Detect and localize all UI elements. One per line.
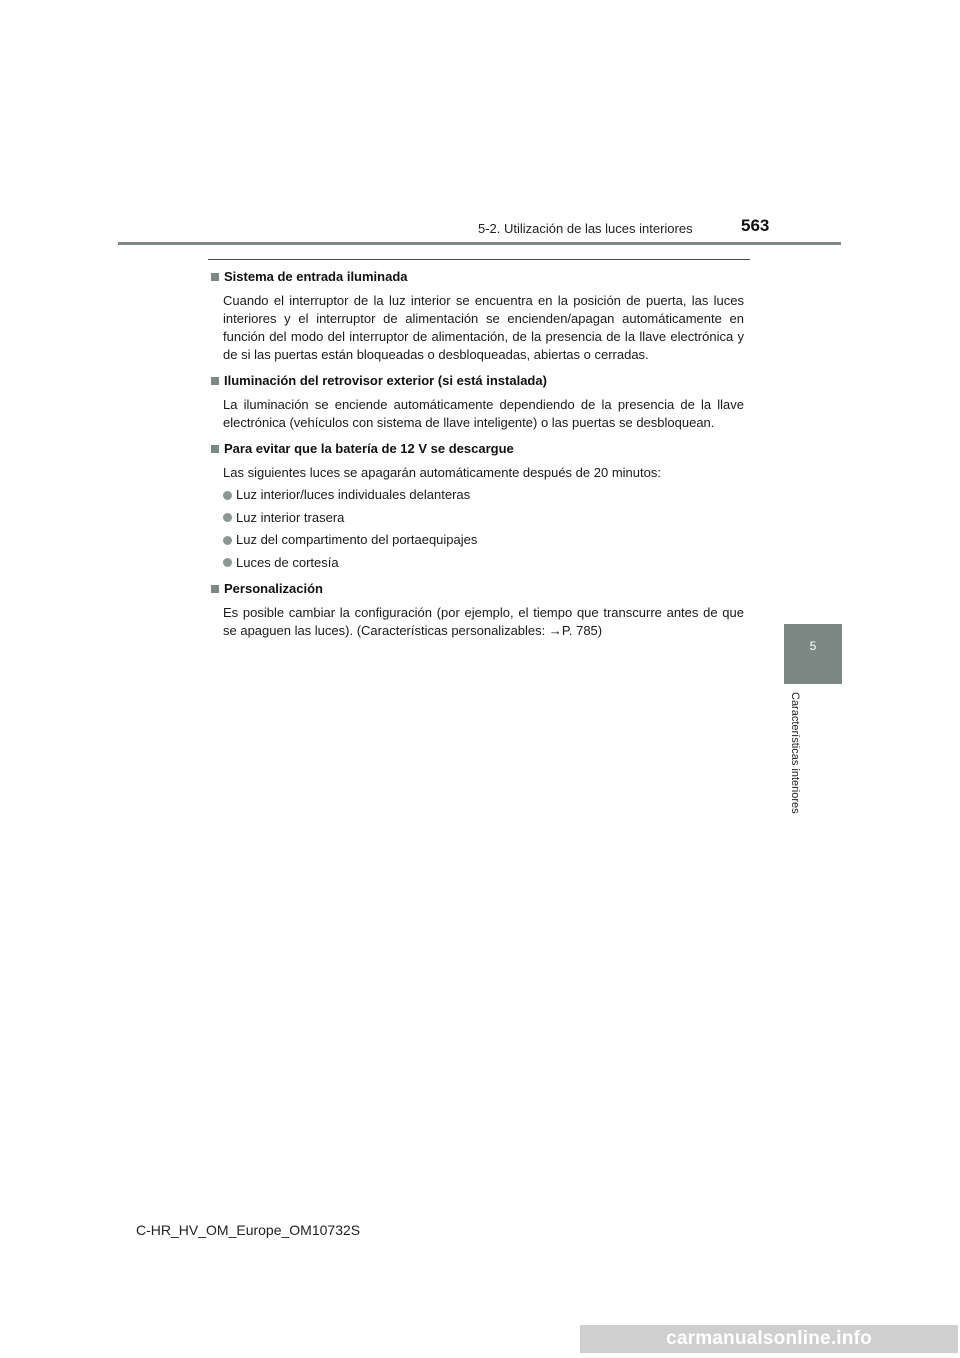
section-text: Es posible cambiar la configuración (por ejemplo, el tiempo que transcurre antes de que se apaguen las luces). (Características personalizables: →P. 785) — [223, 604, 744, 638]
content-rule — [208, 259, 750, 260]
section-title: Sistema de entrada iluminada — [224, 269, 408, 284]
header-rule — [118, 242, 841, 245]
round-bullet-icon — [223, 536, 232, 545]
section-title: Iluminación del retrovisor exterior (si está instalada) — [224, 373, 547, 388]
chapter-tab — [784, 624, 842, 684]
section-title: Personalización — [224, 580, 323, 596]
document-id: C-HR_HV_OM_Europe_OM10732S — [136, 1222, 361, 1238]
section-text: Las siguientes luces se apagarán automáticamente después de 20 minutos: — [223, 465, 661, 480]
section-mirror-illumination — [211, 372, 744, 432]
section-customization — [211, 580, 744, 640]
chapter-title: Características interiores — [789, 692, 801, 814]
watermark: carmanualsonline.info — [580, 1325, 958, 1353]
section-text: La iluminación se enciende automáticamente dependiendo de la presencia de la llave electrónica (vehículos con sistema de llave inteligente) o las puertas se desbloquean. — [223, 397, 744, 430]
square-bullet-icon — [211, 273, 219, 281]
section-title: Para evitar que la batería de 12 V se descargue — [224, 441, 514, 456]
list-item: Luz interior trasera — [223, 509, 744, 527]
section-illuminated-entry — [211, 268, 744, 364]
page-content — [211, 268, 744, 648]
section-text: Cuando el interruptor de la luz interior se encuentra en la posición de puerta, las luces interiores y el interruptor de alimentación se encienden/apagan automáticamente en función del modo del interruptor de alimentación, de la presencia de la llave electrónica y de si las puertas están bloqueadas o desbloqueadas, abiertas o cerradas. — [223, 293, 744, 362]
section-battery-saver — [211, 440, 744, 572]
round-bullet-icon — [223, 491, 232, 500]
square-bullet-icon — [211, 377, 219, 385]
list-item: Luces de cortesía — [223, 554, 744, 572]
round-bullet-icon — [223, 513, 232, 522]
list-item: Luz del compartimento del portaequipajes — [223, 531, 744, 549]
round-bullet-icon — [223, 558, 232, 567]
chapter-number: 5 — [809, 639, 817, 653]
square-bullet-icon — [211, 585, 219, 593]
page-number: 563 — [741, 216, 770, 235]
header-section-title: 5-2. Utilización de las luces interiores — [478, 221, 693, 236]
square-bullet-icon — [211, 445, 219, 453]
list-item: Luz interior/luces individuales delanteras — [223, 486, 744, 504]
